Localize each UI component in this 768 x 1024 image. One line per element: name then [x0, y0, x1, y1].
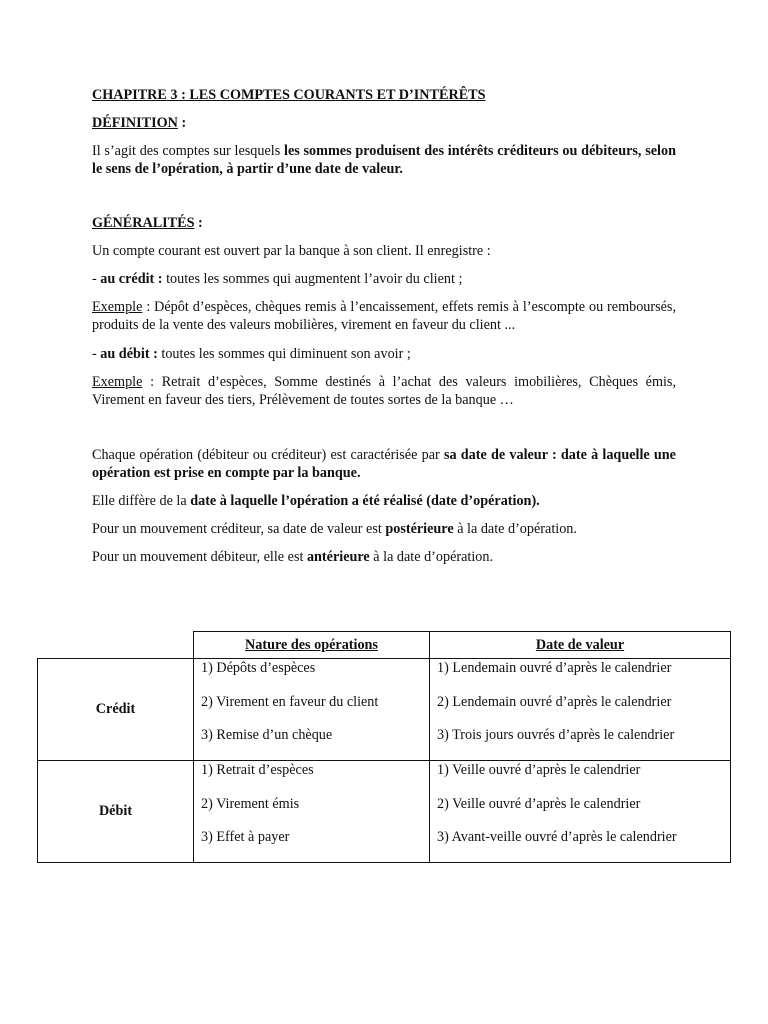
creditor-movement-after: à la date d’opération. — [453, 521, 577, 537]
credit-example-label: Exemple — [92, 299, 143, 315]
credit-example — [92, 298, 676, 334]
operation-date-text: Elle diffère de la — [92, 493, 191, 509]
credit-label: au crédit : — [100, 271, 163, 287]
table-header-row — [38, 632, 731, 659]
table-corner-cell — [38, 632, 194, 659]
table-cell-item: 3) Remise d’un chèque — [201, 727, 333, 743]
credit-example-text: : Dépôt d’espèces, chèques remis à l’encaissement, effets remis à l’escompte ou remboursés, produits de la vente des valeurs mobilières, virement en faveur du client ... — [92, 299, 676, 333]
table-cell-item: 2) Lendemain ouvré d’après le calendrier — [437, 693, 672, 710]
definition-text: Il s’agit des comptes sur lesquels — [92, 143, 284, 159]
chapter-title-text: CHAPITRE 3 : LES COMPTES COURANTS ET D’INTÉRÊTS — [92, 87, 486, 103]
credit-nature-cell — [194, 659, 430, 761]
value-date-paragraph — [92, 446, 676, 482]
table-cell-item: 2) Virement émis — [201, 795, 300, 812]
chapter-title — [92, 86, 676, 104]
debtor-movement-text: Pour un mouvement débiteur, elle est — [92, 549, 307, 565]
generalites-intro: Un compte courant est ouvert par la banque à son client. Il enregistre : — [92, 243, 491, 259]
table-header-nature — [194, 632, 430, 659]
value-date-table — [37, 631, 731, 863]
operation-date-paragraph — [92, 492, 676, 510]
debit-example-label: Exemple — [92, 374, 143, 390]
creditor-movement-text: Pour un mouvement créditeur, sa date de valeur est — [92, 521, 386, 537]
row-label-debit: Débit — [38, 761, 194, 863]
generalites-heading — [92, 214, 676, 232]
definition-paragraph — [92, 142, 676, 178]
table-cell-item: 3) Avant-veille ouvré d’après le calendrier — [437, 829, 677, 845]
debit-prefix: - — [92, 346, 101, 362]
value-date-text-bold: sa date de valeur : date à laquelle une opération est prise en compte par la banque. — [92, 447, 676, 481]
table-header-date-text: Date de valeur — [535, 636, 625, 653]
table-cell-item: 1) Dépôts d’espèces — [201, 660, 316, 676]
table-cell-item: 3) Trois jours ouvrés d’après le calendrier — [437, 727, 675, 743]
generalites-heading-text: GÉNÉRALITÉS — [92, 215, 195, 231]
table-header-nature-text: Nature des opérations — [245, 636, 378, 653]
debit-label: au débit : — [100, 346, 158, 362]
row-label-credit: Crédit — [38, 659, 194, 761]
debit-example-text: : Retrait d’espèces, Somme destinés à l’achat des valeurs imobilières, Chèques émis, Virement en faveur des tiers, Prélèvement de toutes sortes de la banque … — [92, 374, 676, 408]
table-header-date — [430, 632, 731, 659]
creditor-movement-paragraph — [92, 520, 676, 538]
debit-date-cell — [430, 761, 731, 863]
credit-line — [92, 270, 676, 288]
table-cell-item: 3) Effet à payer — [201, 829, 290, 845]
debit-example — [92, 373, 676, 409]
table-cell-item: 1) Veille ouvré d’après le calendrier — [437, 762, 641, 778]
table-cell-item: 2) Virement en faveur du client — [201, 693, 379, 710]
debit-nature-cell — [194, 761, 430, 863]
debit-line — [92, 345, 676, 363]
table-cell-item: 1) Lendemain ouvré d’après le calendrier — [437, 660, 672, 676]
generalites-heading-suffix: : — [194, 215, 203, 231]
credit-date-cell — [430, 659, 731, 761]
table-row-credit — [38, 659, 731, 761]
table-cell-item: 1) Retrait d’espèces — [201, 762, 314, 778]
operation-date-text-bold: date à laquelle l’opération a été réalisé (date d’opération). — [190, 493, 540, 509]
credit-prefix: - — [92, 271, 101, 287]
debit-text: toutes les sommes qui diminuent son avoir ; — [157, 346, 411, 362]
value-date-text: Chaque opération (débiteur ou créditeur) est caractérisée par — [92, 447, 444, 463]
table-row-debit — [38, 761, 731, 863]
debtor-movement-bold: antérieure — [306, 549, 370, 565]
table-cell-item: 2) Veille ouvré d’après le calendrier — [437, 795, 641, 812]
definition-heading — [92, 114, 676, 132]
definition-heading-text: DÉFINITION — [92, 115, 178, 131]
credit-text: toutes les sommes qui augmentent l’avoir du client ; — [162, 271, 463, 287]
creditor-movement-bold: postérieure — [385, 521, 454, 537]
debtor-movement-paragraph — [92, 548, 676, 566]
definition-heading-suffix: : — [177, 115, 187, 131]
definition-text-bold: les sommes produisent des intérêts créditeurs ou débiteurs, selon le sens de l’opération, à partir d’une date de valeur. — [92, 143, 676, 177]
debtor-movement-after: à la date d’opération. — [369, 549, 494, 565]
